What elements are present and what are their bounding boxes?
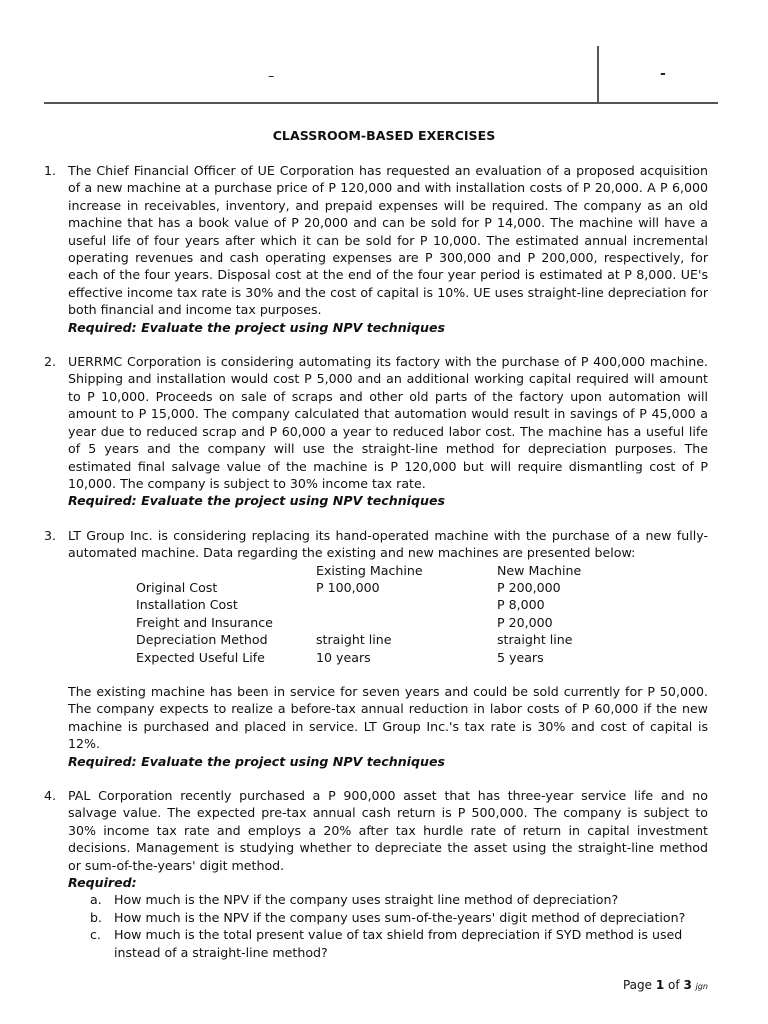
exercise-text: UERRMC Corporation is considering automating its factory with the purchase of P 400,000 machine. Shipping and installation would cost P 5,000 and an additional working capital required will amount to P 10,000. Proceeds on sale of scraps and other old parts of the factory upon automation will amount to P 15,000. The company calculated that automation would result in savings of P 45,000 a year due to reduced scrap and P 60,000 a year to reduced labor cost. The machine has a useful life of 5 years and the company will use the straight-line method for depreciation purposes. The estimated final salvage value of the machine is P 120,000 but will require dismantling cost of P 10,000. The company is subject to 30% income tax rate.: [68, 354, 708, 491]
exercise-text: The Chief Financial Officer of UE Corporation has requested an evaluation of a proposed acquisition of a new machine at a purchase price of P 120,000 and with installation costs of P 20,000. A P 6,000 increase in receivables, inventory, and prepaid expenses will be required. The company as an old machine that has a book value of P 20,000 and can be sold for P 14,000. The machine will have a useful life of four years after which it can be sold for P 10,000. The estimated annual incremental operating revenues and cash operating expenses are P 300,000 and P 200,000, respectively, for each of the four years. Disposal cost at the end of the four year period is estimated at P 8,000. UE's effective income tax rate is 30% and the cost of capital is 10%. UE uses straight-line depreciation for both financial and income tax purposes.: [68, 163, 708, 318]
exercise-number: 1.: [44, 163, 57, 178]
exercise-number: 2.: [44, 354, 57, 370]
table-header-cell: [136, 562, 316, 579]
table-cell: Freight and Insurance: [136, 614, 273, 630]
sub-question-letter: a.: [90, 892, 102, 908]
table-cell: P 100,000: [316, 579, 380, 595]
table-row: [136, 579, 697, 596]
table-cell: [316, 596, 497, 613]
page-total: 3: [683, 978, 692, 992]
table-cell: Installation Cost: [136, 597, 238, 613]
table-header-cell: New Machine: [497, 562, 582, 578]
exercise-2: [44, 353, 708, 510]
table-row: [136, 614, 697, 631]
sub-question-a: [68, 891, 708, 908]
table-cell: P 200,000: [497, 579, 561, 595]
table-cell: straight line: [316, 632, 392, 648]
header-divider: [597, 46, 599, 104]
table-cell: 5 years: [497, 649, 544, 665]
exercise-required: Required: Evaluate the project using NPV techniques: [68, 493, 445, 509]
header-left-mark: –: [268, 69, 275, 84]
sub-question-letter: c.: [90, 927, 101, 943]
author-initials: jgn: [695, 982, 708, 991]
exercise-number: 4.: [44, 788, 57, 803]
page-title: CLASSROOM-BASED EXERCISES: [272, 128, 496, 143]
header-right-mark: -: [660, 66, 666, 82]
page-number: 1: [655, 978, 665, 992]
table-cell: Original Cost: [136, 579, 218, 595]
exercise-text: LT Group Inc. is considering replacing its hand-operated machine with the purchase of a new fully-automated machine. Data regarding the existing and new machines are presented below:: [68, 527, 708, 561]
of-label: of: [668, 978, 680, 992]
sub-question-text: How much is the NPV if the company uses straight line method of depreciation?: [114, 892, 619, 908]
exercise-3: [44, 527, 708, 770]
spacer: [68, 666, 708, 683]
exercise-1: [44, 162, 708, 336]
table-cell: 10 years: [316, 649, 371, 665]
page-label: Page: [622, 978, 653, 992]
exercise-required: Required:: [68, 875, 137, 891]
header-rule: [44, 102, 718, 104]
sub-question-text: How much is the total present value of tax shield from depreciation if SYD method is used instead of a straight-line method?: [114, 927, 683, 960]
sub-question-c: [68, 926, 708, 961]
sub-question-letter: b.: [90, 909, 102, 925]
exercise-list: [44, 162, 708, 978]
table-cell: [316, 614, 497, 631]
exercise-required: Required: Evaluate the project using NPV techniques: [68, 319, 445, 335]
table-cell: Depreciation Method: [136, 632, 268, 648]
table-header-row: [136, 562, 697, 579]
sub-question-text: How much is the NPV if the company uses sum-of-the-years' digit method of depreciation?: [114, 909, 686, 925]
exercise-text: PAL Corporation recently purchased a P 900,000 asset that has three-year service life and no salvage value. The expected pre-tax annual cash return is P 500,000. The company is subject to 30% income tax rate and employs a 20% after tax hurdle rate of return in capital investment decisions. Management is studying whether to depreciate the asset using the straight-line method or sum-of-the-years' digit method.: [68, 788, 708, 873]
machine-comparison-table: [136, 562, 697, 666]
exercise-4: [44, 787, 708, 961]
sub-question-b: [68, 909, 708, 926]
table-row: [136, 649, 697, 666]
page-footer: [623, 977, 708, 995]
table-cell: P 8,000: [497, 597, 545, 613]
table-header-cell: Existing Machine: [316, 562, 423, 578]
exercise-required: Required: Evaluate the project using NPV techniques: [68, 753, 445, 769]
table-cell: straight line: [497, 632, 573, 648]
table-cell: P 20,000: [497, 614, 553, 630]
exercise-number: 3.: [44, 527, 57, 543]
table-row: [136, 596, 697, 613]
table-cell: Expected Useful Life: [136, 649, 265, 665]
exercise-text-continued: The existing machine has been in service for seven years and could be sold currently for P 50,000. The company expects to realize a before-tax annual reduction in labor costs of P 60,000 if the new machine is purchased and placed in service. LT Group Inc.'s tax rate is 30% and cost of capital is 12%.: [68, 683, 708, 752]
table-row: [136, 631, 697, 648]
